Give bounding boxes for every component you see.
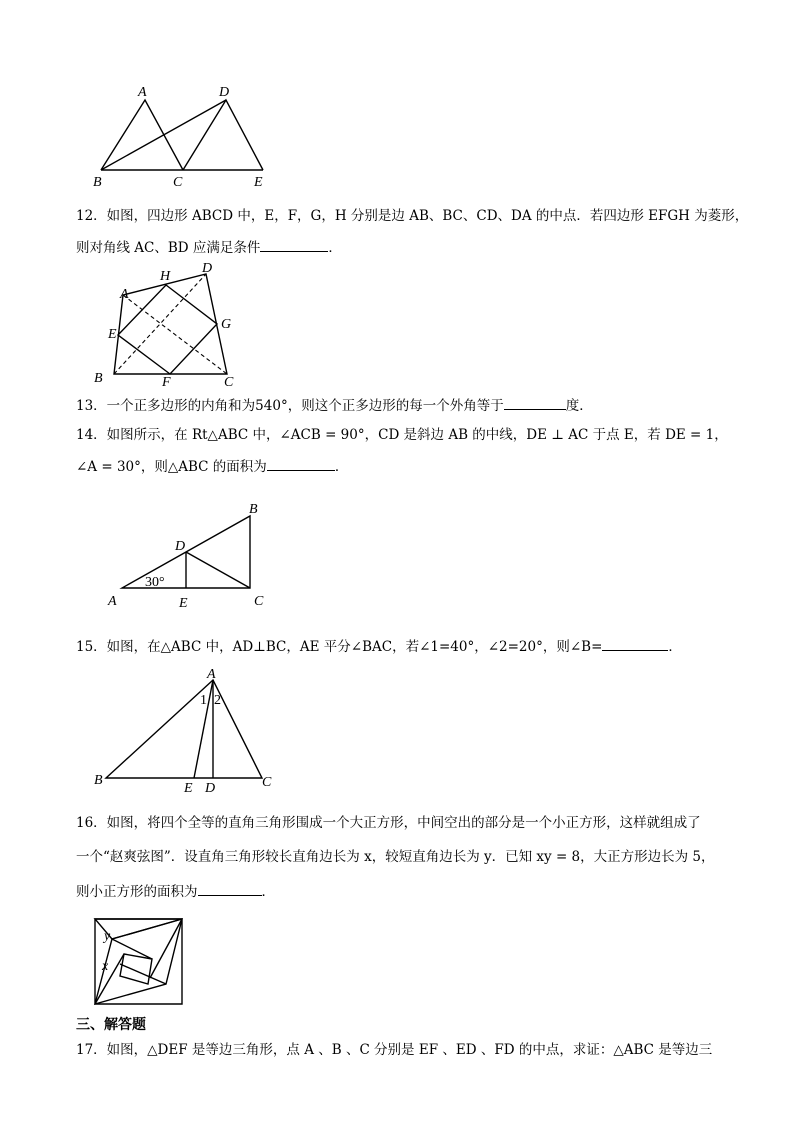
q12-period: ． (328, 240, 342, 256)
q12-line1: 12．如图，四边形 ABCD 中，E，F，G，H 分别是边 AB、BC、CD、DA 的中点．若四边形 EFGH 为菱形， (76, 208, 749, 224)
q14-line2 (76, 456, 348, 477)
label-angle-1: 1 (200, 693, 207, 708)
q16-period: ． (261, 884, 275, 900)
label-B: B (249, 502, 258, 517)
q16-answer-blank[interactable] (198, 881, 262, 896)
triangle-edge-2 (150, 919, 182, 978)
q13-answer-blank[interactable] (504, 395, 566, 410)
label-x: x (102, 959, 109, 974)
triangle-dce (183, 100, 263, 170)
q16-line1: 16．如图，将四个全等的直角三角形围成一个大正方形，中间空出的部分是一个小正方形，这样就组成了 (76, 815, 701, 831)
q14-line1: 14．如图所示，在 Rt△ABC 中，∠ACB = 90°，CD 是斜边 AB 的中线，DE ⊥ AC 于点 E，若 DE = 1， (76, 427, 728, 443)
q15-period: ． (668, 639, 682, 655)
label-C: C (262, 775, 272, 790)
label-angle-30: 30° (145, 575, 165, 590)
label-A: A (207, 667, 216, 682)
q12-text: 则对角线 AC、BD 应满足条件 (76, 240, 261, 256)
label-B: B (93, 175, 102, 190)
label-A: A (120, 287, 129, 302)
q17-line1: 17．如图，△DEF 是等边三角形，点 A 、B 、C 分别是 EF 、ED 、FD 的中点，求证：△ABC 是等边三 (76, 1042, 713, 1058)
label-E: E (108, 327, 117, 342)
label-C: C (224, 375, 234, 390)
small-square (120, 954, 152, 984)
q12-line2 (76, 237, 342, 258)
label-G: G (221, 317, 232, 332)
section-heading: 三、解答题 (76, 1017, 146, 1033)
label-B: B (94, 773, 103, 788)
label-D: D (175, 539, 186, 554)
figure-q14 (100, 495, 275, 615)
q13-text: 13．一个正多边形的内角和为540°，则这个正多边形的每一个外角等于 (76, 398, 504, 414)
q12-answer-blank[interactable] (260, 237, 328, 252)
label-C: C (173, 175, 183, 190)
segment-dc (186, 552, 250, 588)
q16-line2: 一个“赵爽弦图”．设直角三角形较长直角边长为 x，较短直角边长为 y．已知 xy = 8，大正方形边长为 5， (76, 849, 715, 865)
q14-period: ． (334, 459, 349, 475)
triangle-abc (101, 100, 183, 170)
diagonal-ac (123, 295, 227, 374)
q13-unit: 度． (565, 398, 593, 414)
segment-bd (101, 100, 226, 170)
q15-text: 15．如图，在△ABC 中，AD⊥BC，AE 平分∠BAC，若∠1=40°，∠2=20°，则∠B= (76, 639, 603, 655)
triangle-edge-3 (120, 964, 166, 984)
label-F: F (162, 375, 171, 390)
label-A: A (138, 85, 147, 100)
label-C: C (254, 594, 264, 609)
q15-answer-blank[interactable] (602, 636, 668, 651)
rhombus-efgh (118, 285, 217, 374)
q14-text: ∠A = 30°，则△ABC 的面积为 (76, 459, 267, 475)
q16-line3 (76, 881, 275, 902)
label-E: E (254, 175, 263, 190)
label-D: D (219, 85, 230, 100)
label-B: B (94, 371, 103, 386)
label-angle-2: 2 (214, 693, 221, 708)
figure-q12 (90, 258, 250, 390)
label-y: y (104, 929, 111, 944)
q14-answer-blank[interactable] (267, 456, 335, 471)
label-D: D (205, 781, 216, 796)
label-D: D (202, 261, 213, 276)
label-E: E (179, 596, 188, 611)
figure-q16-zhao-shuang (90, 914, 190, 1010)
q13-line (76, 395, 593, 416)
q16-text: 则小正方形的面积为 (76, 884, 198, 900)
figure-q15 (90, 662, 280, 794)
q15-line (76, 636, 682, 657)
figure-q11 (85, 82, 275, 192)
label-A: A (108, 594, 117, 609)
label-E: E (184, 781, 193, 796)
triangle-abc (106, 680, 262, 778)
label-H: H (160, 269, 171, 284)
